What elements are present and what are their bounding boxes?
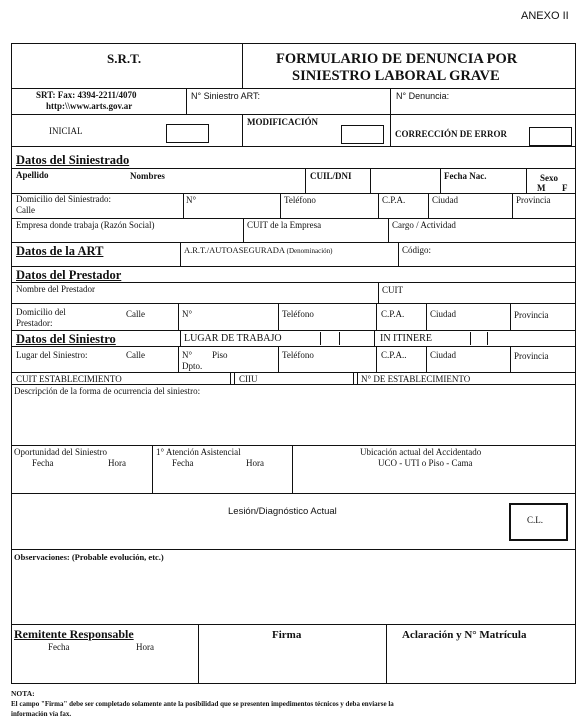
in-itinere-checkbox[interactable] (470, 332, 488, 345)
remitente-hora-label: Hora (136, 642, 154, 652)
oportunidad-fecha-label: Fecha (32, 458, 54, 468)
section-remitente: Remitente Responsable (14, 627, 134, 641)
prestador-cpa-label: C.P.A. (381, 309, 405, 319)
cuit-establecimiento-label: CUIT ESTABLECIMIENTO (16, 374, 122, 384)
modificacion-label: MODIFICACIÓN (247, 117, 318, 127)
atencion-fecha-label: Fecha (172, 458, 194, 468)
cargo-label: Cargo / Actividad (392, 220, 456, 230)
siniestro-dpto-label: Dpto. (182, 361, 203, 371)
art-denominacion-label: A.R.T./AUTOASEGURADA (Denominación) (184, 245, 333, 255)
contact-fax: SRT: Fax: 4394-2211/4070 (36, 90, 137, 100)
modificacion-checkbox[interactable] (341, 125, 384, 144)
lugar-trabajo-checkbox[interactable] (320, 332, 340, 345)
inicial-checkbox[interactable] (166, 124, 209, 143)
remitente-fecha-label: Fecha (48, 642, 70, 652)
prestador-cuit-label: CUIT (382, 285, 403, 295)
correccion-checkbox[interactable] (529, 127, 572, 146)
atencion-label: 1° Atención Asistencial (156, 447, 241, 457)
correccion-label: CORRECCIÓN DE ERROR (395, 129, 508, 139)
aclaracion-label: Aclaración y N° Matrícula (402, 629, 527, 641)
siniestro-piso-label: Piso (212, 350, 228, 360)
n-establecimiento-label: N° DE ESTABLECIMIENTO (361, 374, 471, 384)
nombres-label: Nombres (130, 171, 165, 181)
prestador-calle-label: Calle (126, 309, 145, 319)
ubicacion-label: Ubicación actual del Accidentado (360, 447, 482, 457)
firma-label: Firma (272, 629, 302, 641)
prestador-telefono-label: Teléfono (282, 309, 314, 319)
descripcion-field[interactable] (14, 400, 572, 444)
calle-label: Calle (16, 205, 35, 215)
domicilio-siniestrado-label: Domicilio del Siniestrado: (16, 194, 111, 204)
contact-url[interactable]: http:\\www.arts.gov.ar (46, 101, 133, 111)
sexo-label: Sexo (540, 173, 558, 183)
ubicacion-sub-label: UCO - UTI o Piso - Cama (378, 458, 473, 468)
oportunidad-hora-label: Hora (108, 458, 126, 468)
cl-label: C.L. (527, 515, 544, 525)
section-siniestrado: Datos del Siniestrado (16, 153, 130, 167)
observaciones-field[interactable] (14, 566, 572, 622)
prestador-ciudad-label: Ciudad (430, 309, 456, 319)
prestador-nombre-label: Nombre del Prestador (16, 284, 95, 294)
siniestro-provincia-label: Provincia (514, 351, 549, 361)
org-title: S.R.T. (107, 51, 142, 66)
ciudad-label: Ciudad (432, 195, 458, 205)
siniestro-art-label: N° Siniestro ART: (191, 91, 260, 101)
form-title-line2: SINIESTRO LABORAL GRAVE (292, 68, 500, 84)
cl-box[interactable] (509, 503, 568, 541)
art-codigo-label: Código: (402, 245, 432, 255)
fecha-nac-label: Fecha Nac. (444, 171, 487, 181)
ciiu-label: CIIU (239, 374, 258, 384)
siniestro-numero-label: N° (182, 350, 193, 360)
observaciones-label: Observaciones: (Probable evolución, etc.) (14, 552, 164, 562)
siniestro-ciudad-label: Ciudad (430, 350, 456, 360)
section-art: Datos de la ART (16, 244, 104, 258)
atencion-hora-label: Hora (246, 458, 264, 468)
provincia-label: Provincia (516, 195, 551, 205)
lugar-trabajo-label: LUGAR DE TRABAJO (184, 333, 282, 344)
oportunidad-label: Oportunidad del Siniestro (14, 447, 107, 457)
prestador-domicilio-label: Domicilio del (16, 307, 66, 317)
prestador-domicilio-label-2: Prestador: (16, 318, 53, 328)
telefono-label: Teléfono (284, 195, 316, 205)
cuil-label: CUIL/DNI (310, 171, 352, 181)
nota-line1: El campo "Firma" debe ser completado solamente ante la posibilidad que se presenten impedimentos técnicos y deba enviarse la (11, 700, 394, 708)
sexo-f-option[interactable]: F (562, 183, 568, 193)
section-siniestro: Datos del Siniestro (16, 332, 116, 346)
numero-label: N° (186, 195, 197, 205)
annex-label: ANEXO II (521, 10, 569, 22)
in-itinere-label: IN ITINERE (380, 333, 432, 344)
siniestro-cpa-label: C.P.A.. (381, 350, 407, 360)
inicial-label: INICIAL (49, 126, 83, 136)
empresa-label: Empresa donde trabaja (Razón Social) (16, 220, 155, 230)
nota-line2: información vía fax. (11, 710, 72, 718)
lugar-siniestro-label: Lugar del Siniestro: (16, 350, 88, 360)
denuncia-label: N° Denuncia: (396, 91, 450, 101)
cuit-empresa-label: CUIT de la Empresa (247, 220, 322, 230)
prestador-provincia-label: Provincia (514, 310, 549, 320)
descripcion-label: Descripción de la forma de ocurrencia del siniestro: (14, 386, 201, 396)
siniestro-telefono-label: Teléfono (282, 350, 314, 360)
lesion-label: Lesión/Diagnóstico Actual (228, 506, 337, 517)
apellido-label: Apellido (16, 170, 49, 180)
sexo-m-option[interactable]: M (537, 183, 546, 193)
firma-field[interactable] (200, 645, 384, 683)
form-title-line1: FORMULARIO DE DENUNCIA POR (276, 51, 518, 67)
prestador-numero-label: N° (182, 309, 193, 319)
section-prestador: Datos del Prestador (16, 268, 122, 282)
nota-title: NOTA: (11, 689, 35, 698)
siniestro-calle-label: Calle (126, 350, 145, 360)
cpa-label: C.P.A. (382, 195, 406, 205)
